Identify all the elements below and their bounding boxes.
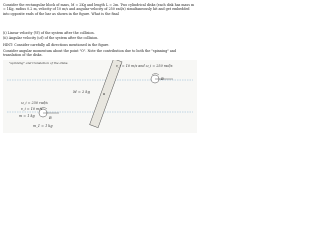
label-disk-mass: m = 1 kg [19,114,35,118]
hint-text: HINT: Consider carefully all directions mentioned in the figure. [3,43,110,47]
label-top-velocity: v_i = 10 m/s and ω_i = 250 rad/s [116,64,173,68]
rectangular-block [90,60,122,128]
question-part-b: (ii) Angular velocity (ωf) of the system after the collision. [3,36,99,40]
label-B-top: B [161,77,164,81]
consider-text: Consider angular momentum about the point "O". Note the contribution due to both the "spinning" and translation of the disks. [3,49,177,58]
question-part-a: (i) Linear velocity (Vf) of the system after the collision. [3,31,95,35]
pivot-point-O [103,93,105,95]
label-angular-velocity: ω_i = 250 rad/s [21,101,48,105]
problem-figure [3,60,197,133]
label-B-bottom: B [49,116,52,120]
label-velocity: v_i = 10 m/s [21,107,43,111]
label-m1: m_1 = 1 kg [33,124,53,128]
problem-statement: Consider the rectangular block of mass, M = 2Kg and length L = 2m. Two cylindrical disks (each disk has mass m = 1Kg, radius 0.2 m, velocity of 10 m/s and angular velocity of 250 rad/s) simultaneously hit and get embedded into opposite ends of the bar as shown in the figure. What is the final [3,3,195,16]
figure-drawing [3,60,197,133]
label-block-mass: M = 2 kg [73,90,90,94]
figure-caption: "spinning" and translation of the disks. [9,61,69,65]
